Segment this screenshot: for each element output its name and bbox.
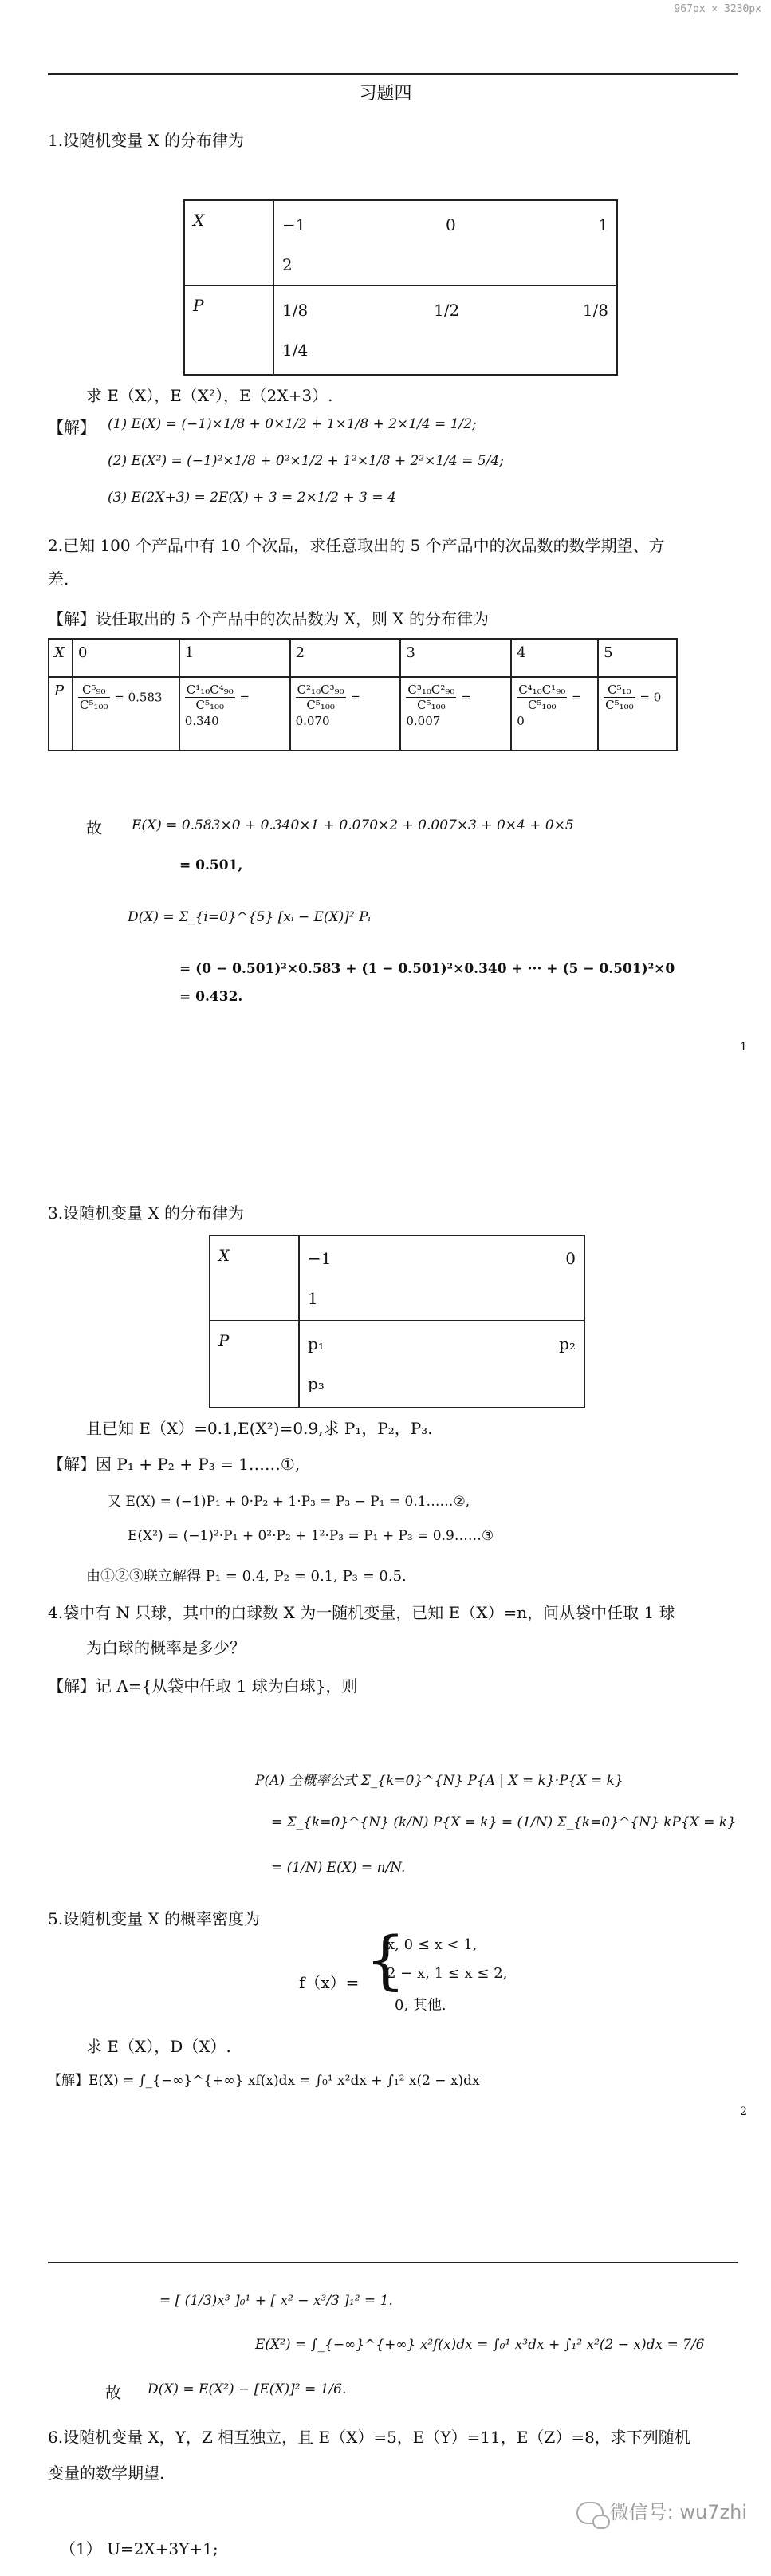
q2-stem: 2.已知 100 个产品中有 10 个次品，求任意取出的 5 个产品中的次品数的数学期望、方 [48,536,665,555]
q3-x-value: −1 [308,1249,332,1268]
q2-solution-intro: 【解】设任取出的 5 个产品中的次品数为 X，则 X 的分布律为 [48,609,489,628]
q2-p-label: P [49,677,73,750]
q1-solution-line: (2) E(X²) = (−1)²×1/8 + 0²×1/2 + 1²×1/8 + 2²×1/4 = 5/4; [108,453,504,469]
q5-case: 2 − x, 1 ≤ x ≤ 2, [387,1965,508,1982]
q4-equation-line: = Σ_{k=0}^{N} (k/N) P{X = k} = (1/N) Σ_{k=0}^{N} kP{X = k} [271,1814,737,1830]
q1-x-value: 0 [446,215,456,234]
q1-p-label: P [193,296,204,315]
q6-stem-cont: 变量的数学期望. [48,2464,165,2483]
q2-p-cell: $\frac{\text{C⁵₁₀}}{\text{C⁵₁₀₀}}$ = 0 [598,677,677,750]
page-title: 习题四 [359,84,412,104]
piecewise-brace: { [365,1923,406,1997]
q2-x-value: 0 [73,639,179,677]
q2-expectation-result: = 0.501, [179,857,243,873]
q6-item: （1） U=2X+3Y+1; [60,2539,218,2558]
q3-p-label: P [218,1331,230,1350]
q1-p-value: 1/8 [282,301,309,320]
page-top-rule [48,2262,738,2263]
q4-stem: 4.袋中有 N 只球，其中的白球数 X 为一随机变量，已知 E（X）=n，问从袋中任取 1 球 [48,1603,675,1622]
q2-p-cell: $\frac{\text{C³₁₀C²₉₀}}{\text{C⁵₁₀₀}}$ = 0.007 [400,677,511,750]
q5-solution: 【解】E(X) = ∫_{−∞}^{+∞} xf(x)dx = ∫₀¹ x²dx + ∫₁² x(2 − x)dx [48,2073,480,2089]
q3-stem: 3.设随机变量 X 的分布律为 [48,1203,245,1223]
q3-distribution-table [209,1235,585,1408]
q3-x-value: 1 [308,1289,318,1308]
page-top-rule [48,73,738,75]
page-number: 1 [740,1041,747,1054]
q2-stem-cont: 差. [48,569,69,589]
solution-label: 【解】 [48,418,96,437]
q1-x-label: X [193,211,205,230]
q3-p-value: p₂ [559,1334,576,1353]
q6-stem: 6.设随机变量 X，Y，Z 相互独立，且 E（X）=5，E（Y）=11，E（Z）=8，求下列随机 [48,2428,690,2447]
q2-expectation: E(X) = 0.583×0 + 0.340×1 + 0.070×2 + 0.007×3 + 0×4 + 0×5 [132,817,574,833]
q1-x-value: −1 [282,215,306,234]
q5-f-label: f（x）= [299,1973,360,1992]
q2-x-value: 4 [511,639,598,677]
page-number: 2 [740,2105,747,2118]
q2-p-cell: $\frac{\text{C¹₁₀C⁴₉₀}}{\text{C⁵₁₀₀}}$ = 0.340 [179,677,290,750]
q5-case: 0, 其他. [395,1997,446,2014]
q2-x-label: X [49,639,73,677]
q3-p-value: p₁ [308,1334,325,1353]
q1-stem: 1.设随机变量 X 的分布律为 [48,131,245,150]
q3-x-value: 0 [565,1249,576,1268]
q3-solution-line: 又 E(X) = (−1)P₁ + 0·P₂ + 1·P₃ = P₃ − P₁ = 0.1……②, [108,1494,470,1510]
p3-equation-line: = [ (1/3)x³ ]₀¹ + [ x² − x³/3 ]₁² = 1. [159,2293,393,2309]
q1-x-value: 2 [282,255,293,274]
q3-given: 且已知 E（X）=0.1,E(X²)=0.9,求 P₁，P₂，P₃. [86,1419,433,1438]
q1-solution-line: (3) E(2X+3) = 2E(X) + 3 = 2×1/2 + 3 = 4 [108,490,396,506]
q2-x-value: 3 [400,639,511,677]
q4-solution-intro: 【解】记 A={从袋中任取 1 球为白球}，则 [48,1676,358,1696]
q1-p-value: 1/8 [582,301,608,320]
image-size-label: 967px × 3230px [674,3,761,15]
q1-p-value: 1/2 [434,301,460,320]
q2-distribution-table [48,638,678,751]
q4-equation-line: = (1/N) E(X) = n/N. [271,1860,406,1876]
q3-solution-line: E(X²) = (−1)²·P₁ + 0²·P₂ + 1²·P₃ = P₁ + P₃ = 0.9……③ [128,1528,494,1544]
wechat-icon [576,2502,604,2524]
q2-variance: D(X) = Σ_{i=0}^{5} [xᵢ − E(X)]² Pᵢ [128,909,371,925]
q1-p-value: 1/4 [282,341,309,360]
q3-p-value: p₃ [308,1374,325,1393]
q1-solution-line: (1) E(X) = (−1)×1/8 + 0×1/2 + 1×1/8 + 2×1/4 = 1/2; [108,416,477,432]
q2-variance-result: = 0.432. [179,989,243,1005]
wechat-watermark: 微信号: wu7zhi [576,2496,747,2524]
q4-stem-cont: 为白球的概率是多少？ [86,1638,246,1657]
p3-equation-line: E(X²) = ∫_{−∞}^{+∞} x²f(x)dx = ∫₀¹ x³dx + ∫₁² x²(2 − x)dx = 7/6 [255,2337,705,2353]
q2-gu: 故 [86,818,102,837]
q1-distribution-table [183,199,618,376]
q3-solution-line: 由①②③联立解得 P₁ = 0.4, P₂ = 0.1, P₃ = 0.5. [86,1568,407,1585]
q5-case: x, 0 ≤ x < 1, [387,1936,478,1953]
q2-x-value: 1 [179,639,290,677]
q2-p-cell: $\frac{\text{C²₁₀C³₉₀}}{\text{C⁵₁₀₀}}$ = 0.070 [290,677,401,750]
q3-x-label: X [218,1246,230,1265]
p3-equation-line: D(X) = E(X²) − [E(X)]² = 1/6. [148,2381,347,2397]
q2-p-cell: $\frac{\text{C⁵₉₀}}{\text{C⁵₁₀₀}}$ = 0.583 [73,677,179,750]
q1-ask: 求 E（X），E（X²），E（2X+3）. [86,386,333,405]
q2-variance-expand: = (0 − 0.501)²×0.583 + (1 − 0.501)²×0.340 + ··· + (5 − 0.501)²×0 [179,961,675,977]
q1-x-value: 1 [598,215,608,234]
q3-solution-line: 【解】因 P₁ + P₂ + P₃ = 1……①, [48,1455,301,1474]
q2-p-cell: $\frac{\text{C⁴₁₀C¹₉₀}}{\text{C⁵₁₀₀}}$ = 0 [511,677,598,750]
q2-x-value: 5 [598,639,677,677]
q2-x-value: 2 [290,639,401,677]
q5-stem: 5.设随机变量 X 的概率密度为 [48,1909,261,1928]
q5-ask: 求 E（X），D（X）. [86,2037,231,2056]
q4-equation-line: P(A) 全概率公式 Σ_{k=0}^{N} P{A | X = k}·P{X = k} [255,1773,623,1789]
p3-gu: 故 [105,2383,121,2402]
